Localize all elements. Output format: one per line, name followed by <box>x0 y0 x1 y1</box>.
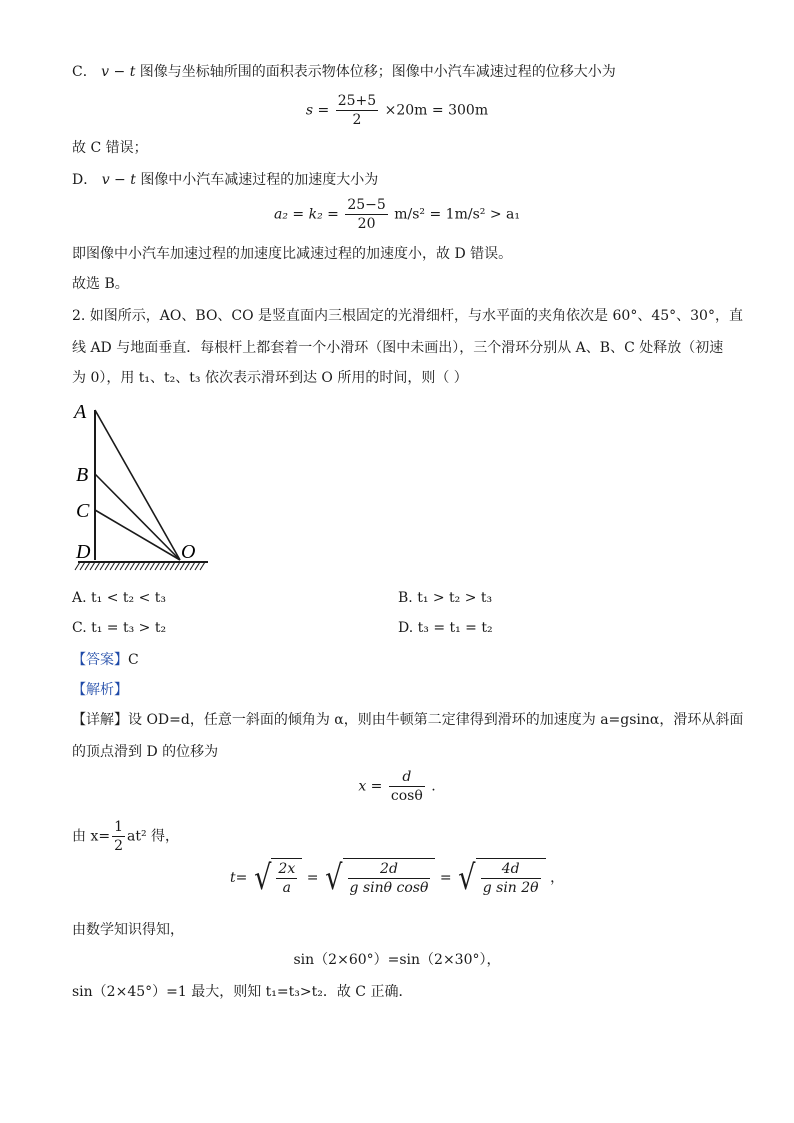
hatch-mark <box>150 562 155 570</box>
section-d-line <box>72 170 378 190</box>
denominator: g sin 2θ <box>482 880 539 896</box>
numerator: 2x <box>278 861 296 877</box>
sqrt-icon: √ <box>253 858 272 898</box>
equals-sign: = <box>439 870 452 886</box>
detail-line-2: 的顶点滑到 D 的位移为 <box>72 744 219 760</box>
formula-t <box>0 858 794 898</box>
hatch-mark <box>110 562 115 570</box>
denominator: 2 <box>114 838 123 854</box>
answer-value: C <box>128 652 139 668</box>
fraction <box>336 92 378 129</box>
formula-lhs: a₂ = k₂ = <box>274 206 339 223</box>
hatch-mark <box>135 562 140 570</box>
hatch-mark <box>80 562 85 570</box>
formula-x <box>0 768 794 805</box>
hatch-mark <box>160 562 165 570</box>
hatch-mark <box>200 562 205 570</box>
kinematics-line <box>72 818 179 855</box>
hatch-mark <box>90 562 95 570</box>
equals-sign: = <box>306 870 319 886</box>
hatch-mark <box>145 562 150 570</box>
fraction <box>389 768 425 805</box>
section-c-line <box>72 62 616 82</box>
radical-2 <box>323 858 436 898</box>
math-knowledge-line: 由数学知识得知， <box>72 922 184 938</box>
ground-hatching <box>75 562 205 570</box>
option-b: B. t₁ > t₂ > t₃ <box>398 590 493 606</box>
formula-rhs: ×20m = 300m <box>384 102 489 119</box>
hatch-mark <box>175 562 180 570</box>
numerator: 25−5 <box>347 197 386 213</box>
rod-ao <box>95 410 180 560</box>
detail-tag: 【详解】 <box>72 712 128 728</box>
section-d-text: 图像中小汽车减速过程的加速度大小为 <box>140 172 379 188</box>
hatch-mark <box>180 562 185 570</box>
numerator: d <box>389 768 425 787</box>
section-c-text: 图像与坐标轴所围的面积表示物体位移；图像中小汽车减速过程的位移大小为 <box>139 64 616 80</box>
hatch-mark <box>115 562 120 570</box>
question-line-2: 线 AD 与地面垂直．每根杆上都套着一个小滑环（图中未画出），三个滑环分别从 A、B、C 处释放（初速 <box>72 340 724 356</box>
denominator: 20 <box>357 216 376 232</box>
question-line-1: 2. 如图所示，AO、BO、CO 是竖直面内三根固定的光滑细杆，与水平面的夹角依次是 60°、45°、30°，直 <box>72 308 743 324</box>
option-label: C． <box>72 64 97 80</box>
hatch-mark <box>120 562 125 570</box>
formula-lhs: t= <box>229 870 248 886</box>
numerator: 25+5 <box>337 93 377 109</box>
vt-symbol: v − t <box>101 172 136 188</box>
hatch-mark <box>185 562 190 570</box>
formula-tail: ， <box>550 870 565 886</box>
sin-equality: sin（2×60°）=sin（2×30°）， <box>293 952 501 968</box>
sqrt-icon: √ <box>325 858 343 898</box>
analysis-tag: 【解析】 <box>72 682 128 698</box>
label-a: A <box>74 401 87 423</box>
detail-line-1 <box>72 710 743 730</box>
hatch-mark <box>155 562 160 570</box>
detail-text-1: 设 OD=d，任意一斜面的倾角为 α，则由牛顿第二定律得到滑环的加速度为 a=gsinα，滑环从斜面 <box>128 712 744 728</box>
sqrt-icon: √ <box>458 858 476 898</box>
section-d-conclusion: 即图像中小汽车加速过程的加速度比减速过程的加速度小，故 D 错误。 <box>72 246 513 262</box>
denominator: g sinθ cosθ <box>349 880 429 896</box>
formula-lhs: s = <box>305 102 330 119</box>
label-d: D <box>76 541 91 563</box>
option-label: D． <box>72 172 98 188</box>
formula-rhs: m/s² = 1m/s² > a₁ <box>394 206 520 223</box>
label-b: B <box>76 464 89 486</box>
hatch-mark <box>85 562 90 570</box>
numerator: 4d <box>481 860 541 879</box>
vt-symbol: v − t <box>101 64 136 80</box>
radical-3 <box>456 858 546 898</box>
label-o: O <box>181 541 196 563</box>
option-c: C. t₁ = t₃ > t₂ <box>72 620 167 636</box>
denominator: a <box>282 880 291 896</box>
numerator: 1 <box>114 819 123 835</box>
hatch-mark <box>140 562 145 570</box>
previous-answer: 故选 B。 <box>72 276 129 292</box>
question-line-3: 为 0），用 t₁、t₂、t₃ 依次表示滑环到达 O 所用的时间，则（ ） <box>72 370 468 386</box>
formula-displacement <box>0 92 794 129</box>
answer-line <box>72 650 139 670</box>
final-conclusion: sin（2×45°）=1 最大，则知 t₁=t₃>t₂．故 C 正确． <box>72 984 413 1000</box>
hatch-mark <box>165 562 170 570</box>
hatch-mark <box>170 562 175 570</box>
label-c: C <box>76 500 90 522</box>
fraction <box>345 196 387 233</box>
hatch-mark <box>190 562 195 570</box>
option-a: A. t₁ < t₂ < t₃ <box>72 590 166 606</box>
formula-tail: . <box>431 778 436 795</box>
from-prefix: 由 x= <box>72 828 111 845</box>
hatch-mark <box>105 562 110 570</box>
hatch-mark <box>125 562 130 570</box>
hatch-mark <box>95 562 100 570</box>
hatch-mark <box>100 562 105 570</box>
denominator: 2 <box>352 112 362 128</box>
answer-tag: 【答案】 <box>72 652 128 668</box>
inclined-rods-figure <box>70 396 220 576</box>
radical-1 <box>252 858 302 898</box>
denominator: cosθ <box>390 788 423 804</box>
hatch-mark <box>195 562 200 570</box>
fraction-half <box>112 818 125 855</box>
from-suffix: at² 得， <box>127 828 180 845</box>
formula-lhs: x = <box>358 778 383 795</box>
hatch-mark <box>130 562 135 570</box>
option-d: D. t₃ = t₁ = t₂ <box>398 620 493 636</box>
numerator: 2d <box>348 860 431 879</box>
formula-acceleration <box>0 196 794 233</box>
section-c-conclusion: 故 C 错误； <box>72 140 148 156</box>
hatch-mark <box>75 562 80 570</box>
